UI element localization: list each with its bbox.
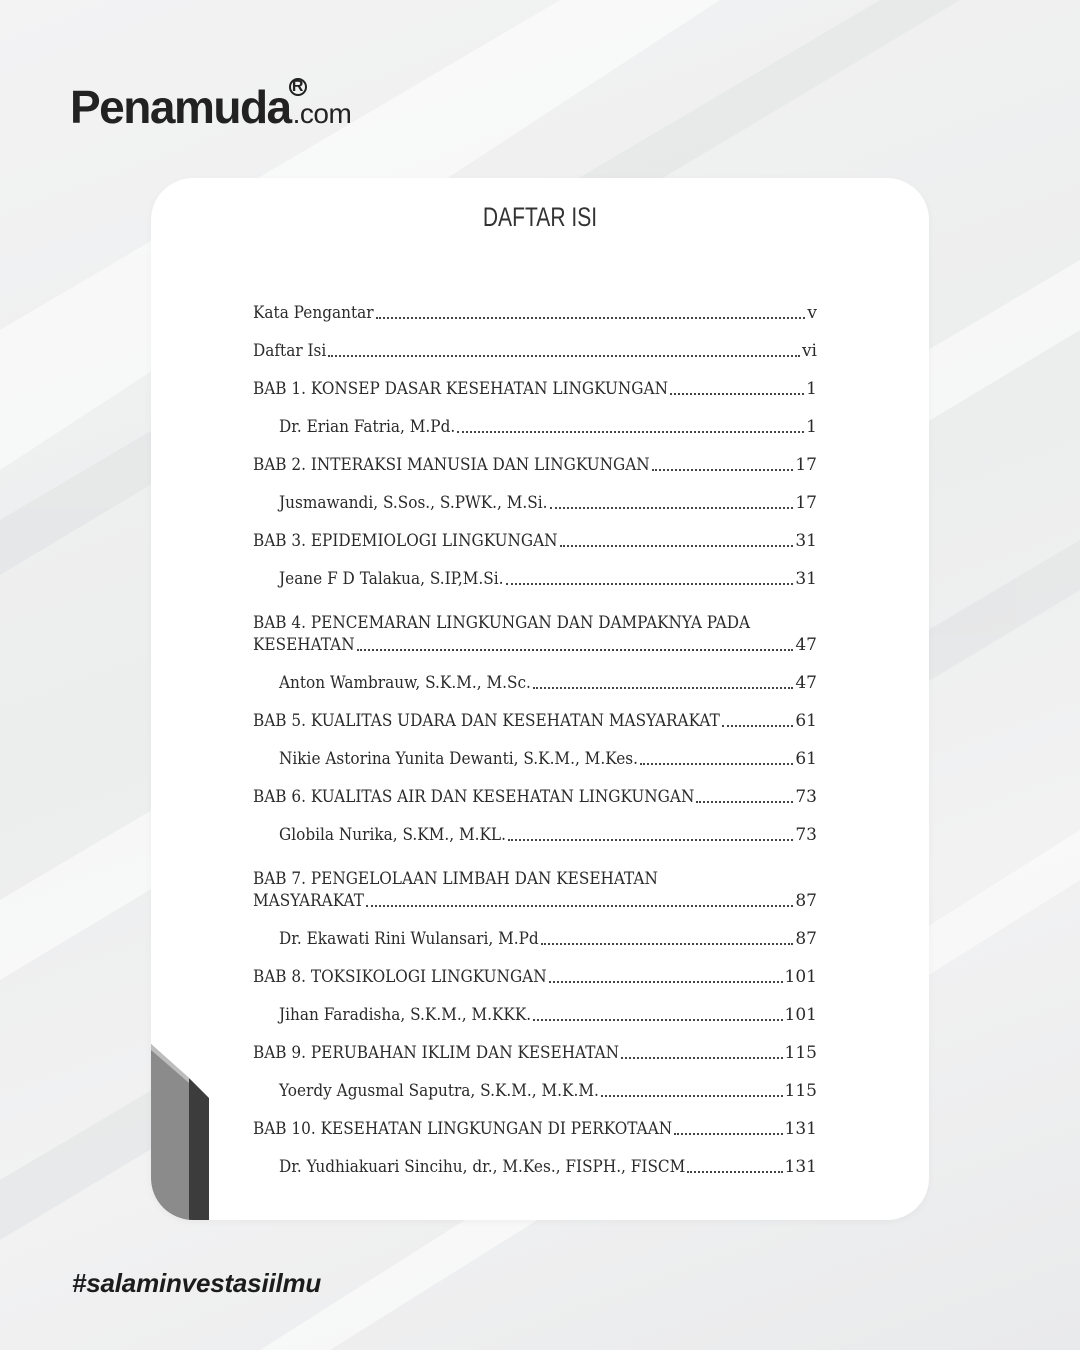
dot-leader	[376, 317, 806, 319]
toc-page-number: 131	[784, 1157, 817, 1177]
toc-page-number: 31	[795, 531, 817, 551]
dot-leader	[366, 905, 793, 907]
toc-author-name: Yoerdy Agusmal Saputra, S.K.M., M.K.M.	[279, 1081, 599, 1101]
toc-author-row	[253, 988, 817, 1026]
toc-chapter-row	[253, 694, 817, 732]
dot-leader	[687, 1171, 782, 1173]
toc-page-number: 87	[795, 891, 817, 911]
toc-entry-row	[253, 286, 817, 324]
dot-leader	[506, 583, 794, 585]
toc-page-number: 1	[806, 417, 817, 437]
dot-leader	[640, 763, 793, 765]
dot-leader	[549, 981, 783, 983]
dot-leader	[533, 687, 793, 689]
toc-page-number: v	[807, 303, 817, 323]
dot-leader	[357, 649, 794, 651]
toc-page-number: 1	[806, 379, 817, 399]
toc-chapter-title-continued: KESEHATAN	[253, 635, 355, 655]
toc-author-row	[253, 1140, 817, 1178]
toc-page-number: vi	[801, 341, 817, 361]
dot-leader	[601, 1095, 783, 1097]
dot-leader	[328, 355, 800, 357]
toc-author-row	[253, 552, 817, 590]
toc-chapter-title: BAB 9. PERUBAHAN IKLIM DAN KESEHATAN	[253, 1043, 620, 1063]
toc-page-number: 47	[795, 635, 817, 655]
toc-chapter-row	[253, 362, 817, 400]
toc-author-name: Nikie Astorina Yunita Dewanti, S.K.M., M.Kes.	[279, 749, 639, 769]
registered-mark-icon: R	[289, 78, 307, 96]
toc-chapter-title-continued: MASYARAKAT	[253, 891, 364, 911]
toc-chapter-title: BAB 3. EPIDEMIOLOGI LINGKUNGAN	[253, 531, 558, 551]
dot-leader	[652, 469, 794, 471]
toc-entry-title: Daftar Isi	[253, 341, 327, 361]
dot-leader	[674, 1133, 782, 1135]
dot-leader	[670, 393, 804, 395]
dot-leader	[533, 1019, 782, 1021]
dot-leader	[560, 545, 794, 547]
dot-leader	[696, 801, 793, 803]
toc-author-name: Jusmawandi, S.Sos., S.PWK., M.Si.	[279, 493, 548, 513]
toc-author-name: Globila Nurika, S.KM., M.KL.	[279, 825, 506, 845]
toc-chapter-row	[253, 1102, 817, 1140]
toc-chapter-row	[253, 950, 817, 988]
toc-page-number: 73	[795, 787, 817, 807]
brand-name: Penamuda	[70, 81, 291, 133]
toc-page-number: 47	[795, 673, 817, 693]
toc-entry-row	[253, 324, 817, 362]
toc-page-number: 31	[795, 569, 817, 589]
toc-chapter-title: BAB 1. KONSEP DASAR KESEHATAN LINGKUNGAN	[253, 379, 668, 399]
toc-chapter-row	[253, 590, 817, 656]
toc-author-row	[253, 808, 817, 846]
brand-suffix: .com	[292, 98, 352, 129]
toc-author-row	[253, 912, 817, 950]
toc-author-name: Dr. Ekawati Rini Wulansari, M.Pd	[279, 929, 539, 949]
toc-chapter-title: BAB 6. KUALITAS AIR DAN KESEHATAN LINGKUNGAN	[253, 787, 695, 807]
dot-leader	[457, 431, 804, 433]
toc-author-row	[253, 732, 817, 770]
toc-author-row	[253, 476, 817, 514]
toc-chapter-row	[253, 1026, 817, 1064]
toc-chapter-row	[253, 770, 817, 808]
toc-chapter-row	[253, 438, 817, 476]
toc-chapter-title: BAB 7. PENGELOLAAN LIMBAH DAN KESEHATAN	[253, 869, 658, 889]
toc-page-number: 17	[795, 493, 817, 513]
toc-author-name: Anton Wambrauw, S.K.M., M.Sc.	[279, 673, 531, 693]
hashtag-footer: #salaminvestasiilmu	[72, 1268, 322, 1298]
toc-page-number: 101	[784, 1005, 817, 1025]
toc-chapter-title: BAB 8. TOKSIKOLOGI LINGKUNGAN	[253, 967, 547, 987]
toc-chapter-title: BAB 4. PENCEMARAN LINGKUNGAN DAN DAMPAKNYA PADA	[253, 613, 751, 633]
toc-chapter-title: BAB 2. INTERAKSI MANUSIA DAN LINGKUNGAN	[253, 455, 650, 475]
toc-page-number: 73	[795, 825, 817, 845]
toc-page-number: 61	[795, 749, 817, 769]
toc-page-number: 131	[784, 1119, 817, 1139]
toc-page-number: 61	[795, 711, 817, 731]
toc-author-row	[253, 1064, 817, 1102]
toc-author-row	[253, 656, 817, 694]
toc-page-number: 115	[784, 1043, 817, 1063]
dot-leader	[508, 839, 793, 841]
toc-page-number: 115	[784, 1081, 817, 1101]
page-title: DAFTAR ISI	[482, 202, 598, 232]
toc-entry-title: Kata Pengantar	[253, 303, 374, 323]
toc-page-number: 17	[795, 455, 817, 475]
toc-author-name: Jihan Faradisha, S.K.M., M.KKK.	[279, 1005, 532, 1025]
toc-author-row	[253, 400, 817, 438]
toc-author-name: Jeane F D Talakua, S.IP,M.Si.	[279, 569, 504, 589]
dot-leader	[722, 725, 794, 727]
toc-chapter-title: BAB 10. KESEHATAN LINGKUNGAN DI PERKOTAAN	[253, 1119, 673, 1139]
brand-logo	[70, 70, 352, 133]
table-of-contents	[253, 286, 817, 1178]
toc-chapter-title: BAB 5. KUALITAS UDARA DAN KESEHATAN MASYARAKAT	[253, 711, 720, 731]
toc-author-name: Dr. Yudhiakuari Sincihu, dr., M.Kes., FISPH., FISCM	[279, 1157, 686, 1177]
dot-leader	[541, 943, 794, 945]
dot-leader	[550, 507, 794, 509]
toc-chapter-row	[253, 514, 817, 552]
book-page-card	[151, 178, 929, 1220]
toc-page-number: 87	[795, 929, 817, 949]
toc-author-name: Dr. Erian Fatria, M.Pd.	[279, 417, 456, 437]
toc-chapter-row	[253, 846, 817, 912]
toc-page-number: 101	[784, 967, 817, 987]
dot-leader	[621, 1057, 783, 1059]
